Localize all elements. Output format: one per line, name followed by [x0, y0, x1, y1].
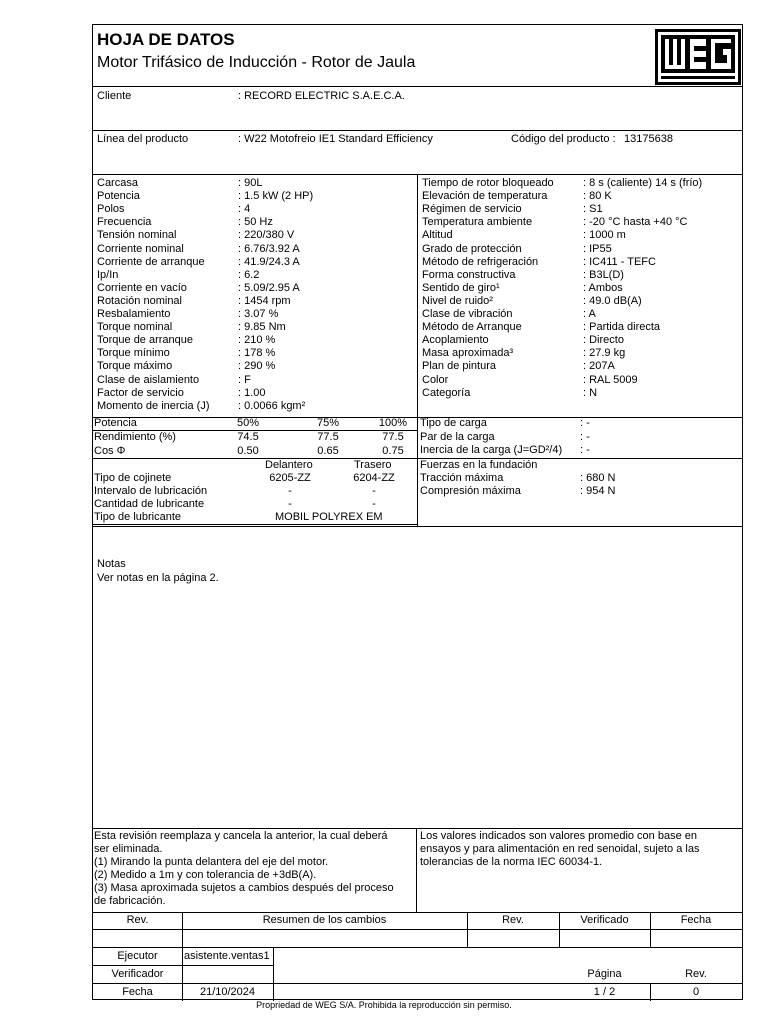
performance-cell: 0.65	[317, 444, 339, 457]
spec-label: Forma constructiva	[422, 268, 516, 281]
disclaimer-line: tolerancias de la norma IEC 60034-1.	[420, 856, 603, 868]
spec-value: : 290 %	[238, 360, 276, 373]
spec-value: : 90L	[238, 177, 263, 189]
bearing-row-label: Intervalo de lubricación	[94, 485, 208, 497]
spec-value: : 1.00	[238, 386, 266, 399]
disclaimer-line: ser eliminada.	[94, 843, 163, 855]
spec-label: Torque de arranque	[97, 334, 194, 347]
spec-value: : B3L(D)	[583, 268, 624, 281]
spec-label: Temperatura ambiente	[422, 216, 533, 229]
spec-label: Torque nominal	[97, 321, 173, 334]
bearing-front-value: 6205-ZZ	[269, 472, 311, 484]
spec-value: : 0.0066 kgm²	[238, 399, 306, 412]
spec-label: Corriente de arranque	[97, 255, 205, 268]
spec-label: Tensión nominal	[97, 229, 177, 242]
performance-cell: 0.75	[382, 444, 404, 457]
performance-cell: 77.5	[317, 431, 339, 443]
notes-title: Notas	[97, 558, 126, 570]
spec-value: : 8 s (caliente) 14 s (frío)	[583, 177, 703, 189]
performance-cell: 74.5	[237, 431, 259, 443]
spec-value: : 6.76/3.92 A	[238, 242, 300, 255]
notes-text: Ver notas en la página 2.	[97, 572, 219, 584]
spec-value: : 178 %	[238, 347, 276, 360]
load-value: : -	[580, 430, 590, 443]
performance-head-col: 100%	[378, 417, 408, 429]
spec-label: Altitud	[422, 229, 453, 242]
spec-value: : 80 K	[583, 190, 612, 203]
spec-value: : -20 °C hasta +40 °C	[583, 216, 688, 229]
spec-label: Carcasa	[97, 177, 138, 189]
page-subtitle: Motor Trifásico de Inducción - Rotor de Jaula	[97, 54, 416, 71]
spec-label: Régimen de servicio	[422, 203, 522, 216]
foundation-label: Tracción máxima	[420, 472, 504, 484]
spec-value: : IP55	[583, 242, 612, 255]
spec-label: Corriente en vacío	[97, 281, 187, 294]
disclaimer-line: (3) Masa aproximada sujetos a cambios después del proceso	[94, 882, 394, 894]
bearing-front-header: Delantero	[265, 459, 313, 471]
customer-value: : RECORD ELECTRIC S.A.E.C.A.	[238, 90, 405, 102]
spec-label: Masa aproximada³	[422, 347, 514, 360]
product-code-label: Código del producto :	[511, 133, 616, 145]
spec-label: Frecuencia	[97, 216, 152, 229]
customer-label: Cliente	[97, 90, 132, 102]
page-label: Página	[587, 968, 622, 980]
date-header: Fecha	[680, 914, 712, 926]
disclaimer-line: Esta revisión reemplaza y cancela la anterior, la cual deberá	[94, 830, 388, 842]
rev2-header: Rev.	[502, 914, 524, 926]
performance-row-label: Rendimiento (%)	[94, 431, 176, 443]
bearing-front-value: -	[288, 485, 292, 497]
spec-value: : Partida directa	[583, 321, 661, 334]
disclaimer-line: ensayos y para alimentación en red senoidal, sujeto a las	[420, 843, 700, 855]
signoff-date-label: Fecha	[122, 986, 153, 998]
spec-value: : 3.07 %	[238, 308, 279, 320]
spec-value: : 210 %	[238, 334, 276, 347]
spec-value: : 6.2	[238, 268, 260, 281]
load-value: : -	[580, 444, 590, 456]
spec-label: Momento de inercia (J)	[97, 399, 210, 412]
spec-label: Potencia	[97, 190, 140, 203]
bearing-row-label: Tipo de cojinete	[94, 472, 172, 484]
lubricant-type-label: Tipo de lubricante	[94, 511, 182, 523]
disclaimer-line: (2) Medido a 1m y con tolerancia de +3dB(A).	[94, 869, 317, 881]
performance-cell: 77.5	[382, 431, 404, 443]
spec-label: Acoplamiento	[422, 334, 489, 347]
executor-value: asistente.ventas1	[184, 950, 270, 962]
spec-value: : 1000 m	[583, 229, 626, 242]
spec-label: Clase de vibración	[422, 308, 513, 320]
datasheet	[92, 24, 743, 1000]
spec-label: Rotación nominal	[97, 294, 182, 307]
spec-value: : Ambos	[583, 281, 623, 294]
spec-value: : F	[238, 373, 251, 386]
spec-label: Sentido de giro¹	[422, 281, 500, 294]
lubricant-type-value: MOBIL POLYREX EM	[275, 511, 383, 523]
spec-label: Plan de pintura	[422, 360, 496, 373]
product-line-label: Línea del producto	[97, 133, 189, 145]
performance-cell: 0.50	[237, 444, 259, 457]
spec-value: : 1.5 kW (2 HP)	[238, 190, 314, 203]
spec-label: Clase de aislamiento	[97, 373, 200, 386]
weg-logo	[655, 29, 741, 85]
spec-label: Método de refrigeración	[422, 255, 539, 268]
page-title: HOJA DE DATOS	[97, 30, 235, 49]
performance-row-label: Cos Φ	[94, 444, 126, 457]
product-line-value: : W22 Motofreio IE1 Standard Efficiency	[238, 133, 433, 145]
spec-value: : 50 Hz	[238, 216, 273, 229]
spec-label: Polos	[97, 203, 125, 216]
spec-value: : S1	[583, 203, 603, 216]
spec-value: : 27.9 kg	[583, 347, 626, 360]
spec-value: : N	[583, 386, 598, 399]
executor-label: Ejecutor	[117, 950, 158, 962]
page-number: 1 / 2	[593, 986, 616, 998]
spec-label: Ip/In	[97, 268, 119, 281]
disclaimer-line: (1) Mirando la punta delantera del eje del motor.	[94, 856, 329, 868]
verifier-label: Verificador	[111, 968, 164, 980]
spec-value: : 5.09/2.95 A	[238, 281, 300, 294]
spec-label: Categoría	[422, 386, 471, 399]
spec-value: : 49.0 dB(A)	[583, 294, 642, 307]
spec-value: : 41.9/24.3 A	[238, 255, 300, 268]
bearing-rear-value: -	[372, 485, 376, 497]
foundation-value: : 954 N	[580, 485, 616, 497]
bearing-rear-header: Trasero	[354, 459, 392, 471]
summary-header: Resumen de los cambios	[262, 914, 387, 926]
bearing-rear-value: -	[372, 498, 376, 510]
spec-value: : RAL 5009	[583, 373, 638, 386]
footer-ownership: Propriedad de WEG S/A. Prohibida la reproducción sin permiso.	[256, 1000, 512, 1010]
performance-head-col: 75%	[316, 417, 340, 429]
spec-label: Resbalamiento	[97, 308, 171, 320]
load-label: Tipo de carga	[420, 417, 487, 429]
spec-label: Nivel de ruido²	[422, 294, 493, 307]
load-value: : -	[580, 417, 590, 429]
spec-label: Grado de protección	[422, 242, 522, 255]
performance-head-label: Potencia	[94, 417, 137, 429]
load-label: Inercia de la carga (J=GD²/4)	[420, 444, 563, 456]
spec-label: Elevación de temperatura	[422, 190, 548, 203]
spec-value: : 1454 rpm	[238, 294, 291, 307]
foundation-value: : 680 N	[580, 472, 616, 484]
bearing-row-label: Cantidad de lubricante	[94, 498, 205, 510]
revision-number: 0	[692, 986, 700, 998]
spec-value: : 9.85 Nm	[238, 321, 286, 334]
rev-header: Rev.	[126, 914, 149, 926]
load-label: Par de la carga	[420, 430, 495, 443]
spec-label: Factor de servicio	[97, 386, 184, 399]
disclaimer-line: de fabricación.	[94, 895, 166, 907]
spec-value: : 207A	[583, 360, 615, 373]
spec-label: Color	[422, 373, 449, 386]
spec-label: Torque máximo	[97, 360, 173, 373]
product-code-value: 13175638	[624, 133, 673, 145]
bearing-rear-value: 6204-ZZ	[353, 472, 395, 484]
performance-head-col: 50%	[236, 417, 260, 429]
bearing-front-value: -	[288, 498, 292, 510]
spec-label: Torque mínimo	[97, 347, 170, 360]
spec-value: : 4	[238, 203, 251, 216]
foundation-title: Fuerzas en la fundación	[420, 459, 538, 471]
spec-label: Método de Arranque	[422, 321, 522, 334]
spec-value: : A	[583, 308, 596, 320]
verified-header: Verificado	[580, 914, 629, 926]
spec-value: : Directo	[583, 334, 624, 347]
signoff-date-value: 21/10/2024	[199, 986, 256, 998]
spec-value: : 220/380 V	[238, 229, 295, 242]
revision-label: Rev.	[685, 968, 707, 980]
foundation-label: Compresión máxima	[420, 485, 521, 497]
spec-label: Tiempo de rotor bloqueado	[422, 177, 554, 189]
spec-label: Corriente nominal	[97, 242, 184, 255]
disclaimer-line: Los valores indicados son valores promedio con base en	[420, 830, 697, 842]
spec-value: : IC411 - TEFC	[583, 255, 656, 268]
